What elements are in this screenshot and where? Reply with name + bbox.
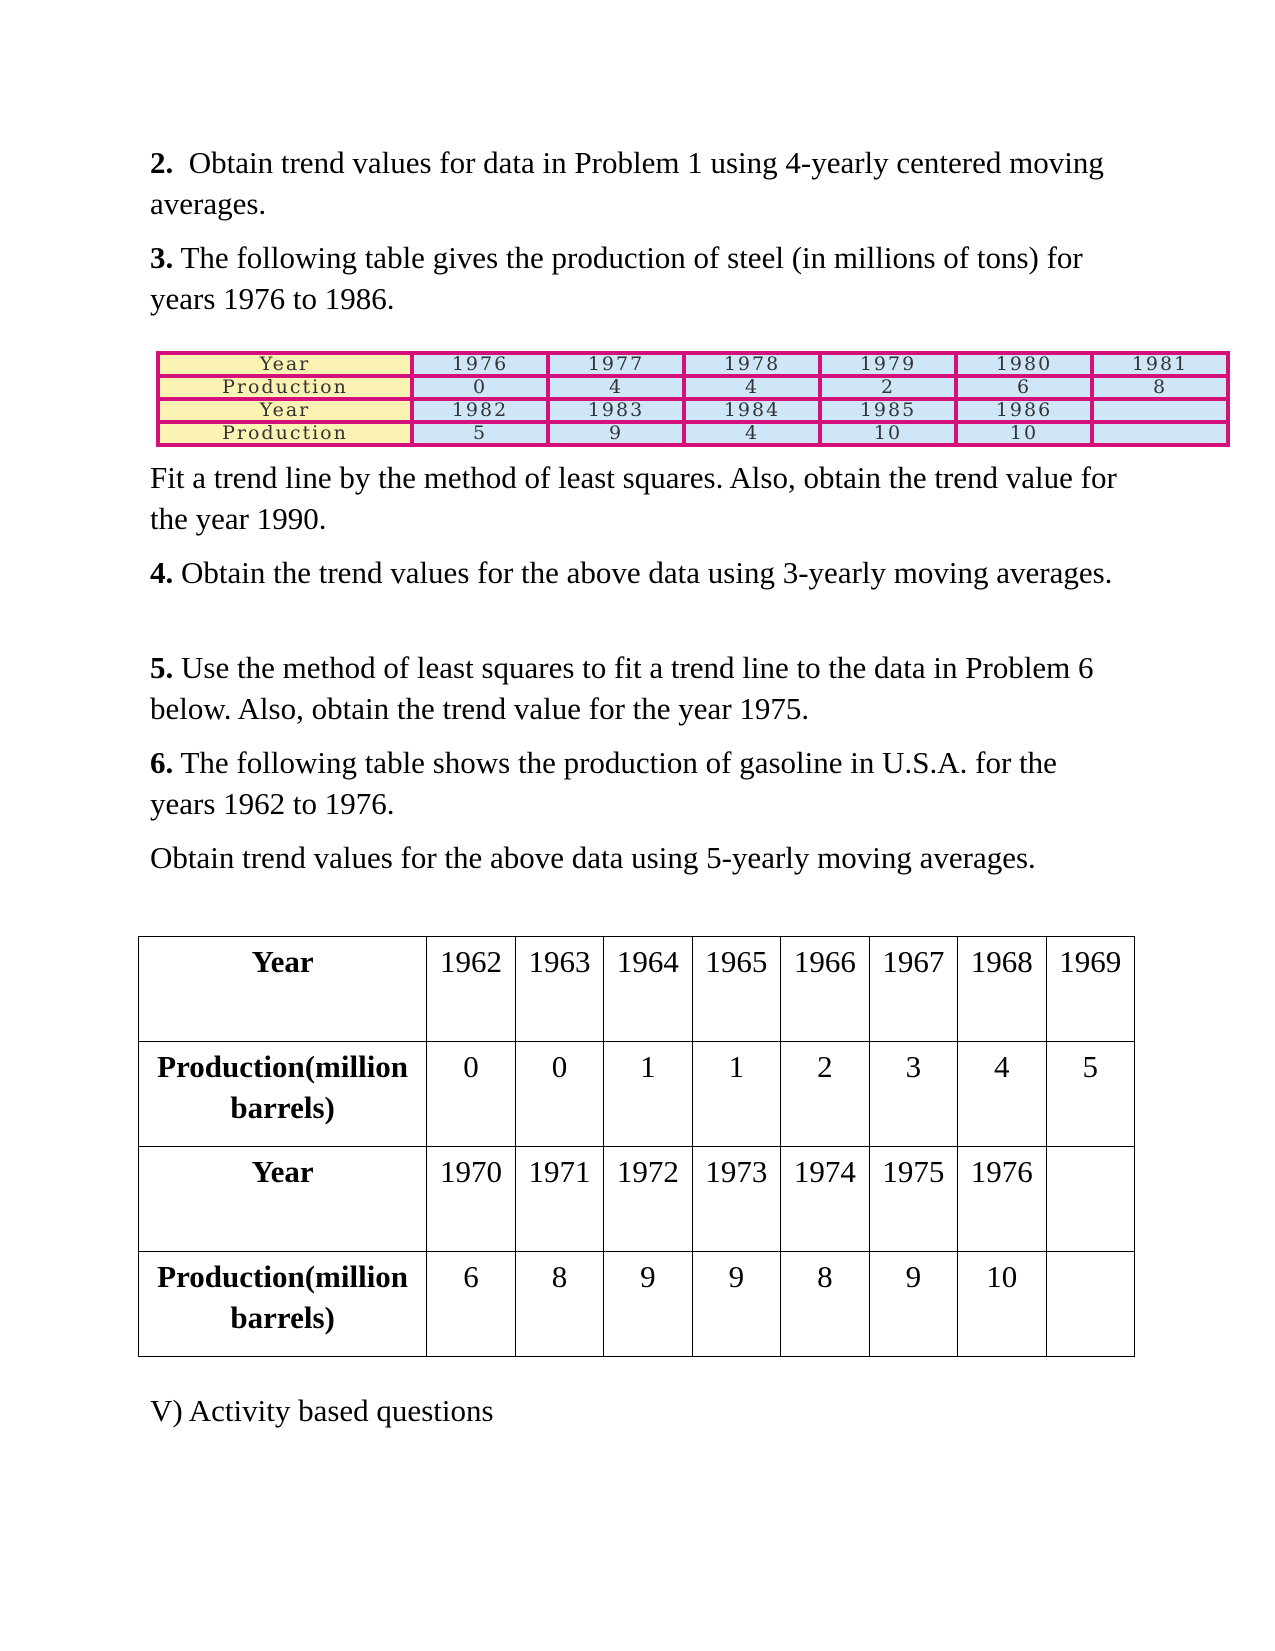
table-cell: 1 (692, 1042, 780, 1147)
table-cell: 0 (412, 376, 548, 399)
table-cell: 1977 (548, 353, 684, 376)
table-cell: 3 (869, 1042, 957, 1147)
row-label: Year (139, 937, 427, 1042)
question-text: Obtain the trend values for the above data using 3-yearly moving averages. (181, 555, 1113, 590)
table-cell: 1978 (684, 353, 820, 376)
table-cell: 1 (604, 1042, 692, 1147)
table-cell: 1981 (1092, 353, 1228, 376)
table-cell: 1984 (684, 399, 820, 422)
table-cell: 1983 (548, 399, 684, 422)
table-cell: 8 (1092, 376, 1228, 399)
table-cell: 8 (515, 1252, 603, 1357)
question-3-followup: Fit a trend line by the method of least squares. Also, obtain the trend value for the year 1990. (150, 460, 1117, 536)
question-2 (150, 142, 1130, 224)
table-cell: 8 (781, 1252, 869, 1357)
table-cell: 10 (956, 422, 1092, 445)
table-cell: 1973 (692, 1147, 780, 1252)
table-cell (1046, 1252, 1134, 1357)
question-number: 2. (150, 145, 174, 180)
table-cell: 9 (604, 1252, 692, 1357)
question-text: The following table shows the production of gasoline in U.S.A. for the years 1962 to 1976. (150, 745, 1057, 821)
table-cell: 4 (548, 376, 684, 399)
table-cell: 6 (427, 1252, 515, 1357)
table-cell: 1974 (781, 1147, 869, 1252)
table-cell: 1975 (869, 1147, 957, 1252)
table-cell: 0 (515, 1042, 603, 1147)
table-cell: 2 (781, 1042, 869, 1147)
question-5 (150, 647, 1130, 729)
table-cell: 4 (684, 422, 820, 445)
question-number: 5. (150, 650, 174, 685)
table-cell: 1967 (869, 937, 957, 1042)
row-label: Year (139, 1147, 427, 1252)
table-cell: 2 (820, 376, 956, 399)
gasoline-production-table (138, 936, 1135, 1357)
table-cell: 1979 (820, 353, 956, 376)
row-label: Production(million barrels) (139, 1042, 427, 1147)
table-row (158, 399, 1228, 422)
table-row (139, 1147, 1135, 1252)
table-cell: 1976 (958, 1147, 1046, 1252)
section-v-heading: V) Activity based questions (150, 1393, 494, 1428)
table-row (139, 1252, 1135, 1357)
table-cell: 1986 (956, 399, 1092, 422)
row-label: Production(million barrels) (139, 1252, 427, 1357)
row-label: Year (158, 353, 412, 376)
table-cell: 4 (958, 1042, 1046, 1147)
table-cell: 5 (412, 422, 548, 445)
table-cell: 10 (958, 1252, 1046, 1357)
table-cell: 1980 (956, 353, 1092, 376)
table-row (139, 1042, 1135, 1147)
row-label: Year (158, 399, 412, 422)
table-cell: 1982 (412, 399, 548, 422)
question-4 (150, 552, 1130, 593)
table-cell: 1969 (1046, 937, 1134, 1042)
table-row (158, 353, 1228, 376)
table-cell: 6 (956, 376, 1092, 399)
table-cell: 1965 (692, 937, 780, 1042)
table-cell: 1985 (820, 399, 956, 422)
table-cell (1092, 399, 1228, 422)
table-row (158, 422, 1228, 445)
table-cell: 9 (692, 1252, 780, 1357)
table-cell: 1976 (412, 353, 548, 376)
table-cell: 10 (820, 422, 956, 445)
table-cell: 1964 (604, 937, 692, 1042)
table-cell: 9 (548, 422, 684, 445)
table-cell (1046, 1147, 1134, 1252)
question-number: 6. (150, 745, 174, 780)
steel-production-table (156, 351, 1230, 447)
table-row (158, 376, 1228, 399)
question-text: Use the method of least squares to fit a trend line to the data in Problem 6 below. Also, obtain the trend value for the year 1975. (150, 650, 1094, 726)
question-number: 4. (150, 555, 174, 590)
table-cell (1092, 422, 1228, 445)
table-cell: 9 (869, 1252, 957, 1357)
table-cell: 1972 (604, 1147, 692, 1252)
question-number: 3. (150, 240, 174, 275)
table-cell: 1963 (515, 937, 603, 1042)
question-6-followup: Obtain trend values for the above data using 5-yearly moving averages. (150, 840, 1036, 875)
row-label: Production (158, 422, 412, 445)
question-text: The following table gives the production of steel (in millions of tons) for years 1976 to 1986. (150, 240, 1083, 316)
table-cell: 1968 (958, 937, 1046, 1042)
table-cell: 1966 (781, 937, 869, 1042)
table-cell: 1962 (427, 937, 515, 1042)
table-row (139, 937, 1135, 1042)
table-cell: 1970 (427, 1147, 515, 1252)
question-6 (150, 742, 1130, 824)
table-cell: 1971 (515, 1147, 603, 1252)
table-cell: 5 (1046, 1042, 1134, 1147)
table-cell: 0 (427, 1042, 515, 1147)
question-text: Obtain trend values for data in Problem 1 using 4-yearly centered moving averages. (150, 145, 1104, 221)
row-label: Production (158, 376, 412, 399)
question-3 (150, 237, 1130, 319)
table-cell: 4 (684, 376, 820, 399)
